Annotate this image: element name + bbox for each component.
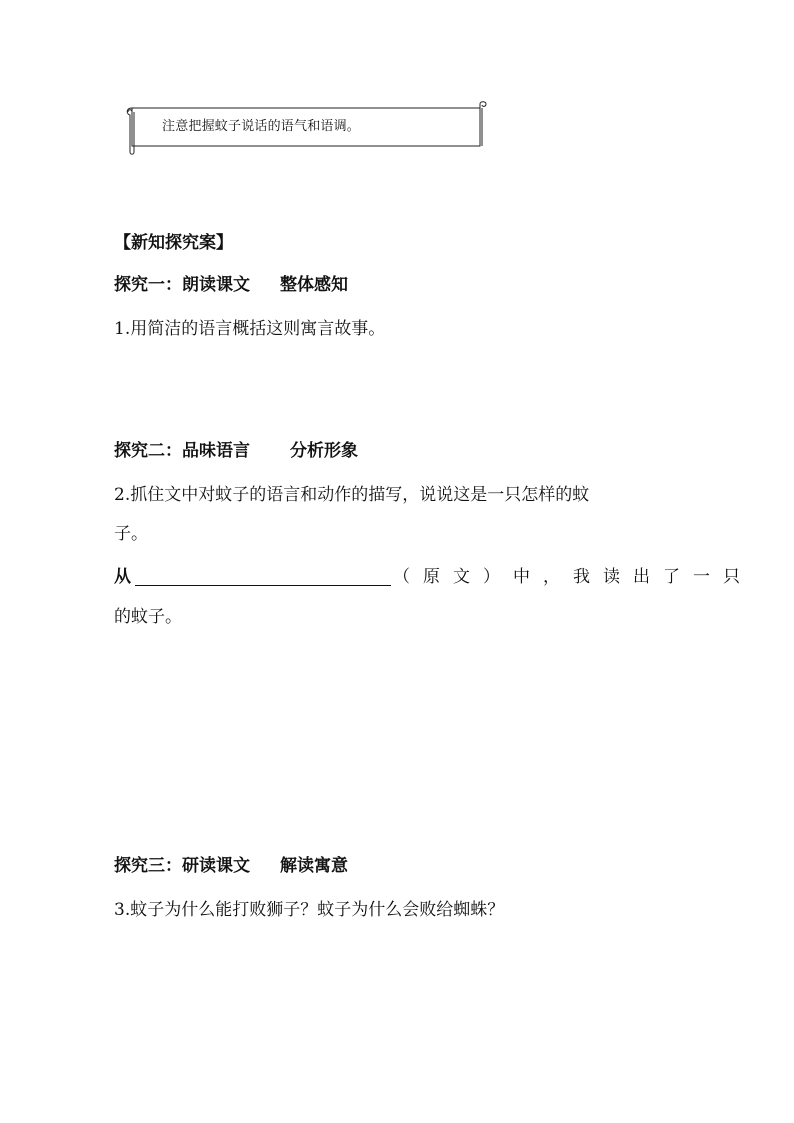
inquiry2-heading-sub: 分析形象 bbox=[290, 441, 358, 461]
inquiry1-question: 1.用简洁的语言概括这则寓言故事。 bbox=[114, 319, 386, 339]
inquiry3-heading bbox=[114, 854, 348, 878]
inquiry2-heading-main: 探究二：品味语言 bbox=[114, 441, 250, 461]
tip-text: 注意把握蚊子说话的语气和语调。 bbox=[162, 119, 361, 134]
fill-middle: （原文）中，我读出了一只 bbox=[393, 567, 753, 587]
inquiry3-question: 3.蚊子为什么能打败狮子？蚊子为什么会败给蜘蛛？ bbox=[114, 900, 505, 920]
inquiry3-heading-sub: 解读寓意 bbox=[280, 856, 348, 876]
inquiry3-heading-main: 探究三：研读课文 bbox=[114, 856, 250, 876]
inquiry2-question-line2: 子。 bbox=[114, 524, 148, 544]
section-title: 【新知探究案】 bbox=[114, 233, 233, 253]
tip-scroll-box bbox=[124, 100, 488, 156]
inquiry1-heading-sub: 整体感知 bbox=[280, 275, 348, 295]
inquiry2-fill-line bbox=[114, 565, 753, 589]
inquiry1-heading-main: 探究一：朗读课文 bbox=[114, 275, 250, 295]
inquiry2-fill-end: 的蚊子。 bbox=[114, 607, 182, 627]
fill-blank[interactable] bbox=[135, 567, 391, 586]
inquiry1-heading bbox=[114, 273, 348, 297]
inquiry2-heading bbox=[114, 439, 358, 463]
inquiry2-question-line1: 2.抓住文中对蚊子的语言和动作的描写，说说这是一只怎样的蚊 bbox=[114, 485, 590, 505]
fill-prefix: 从 bbox=[114, 567, 131, 587]
